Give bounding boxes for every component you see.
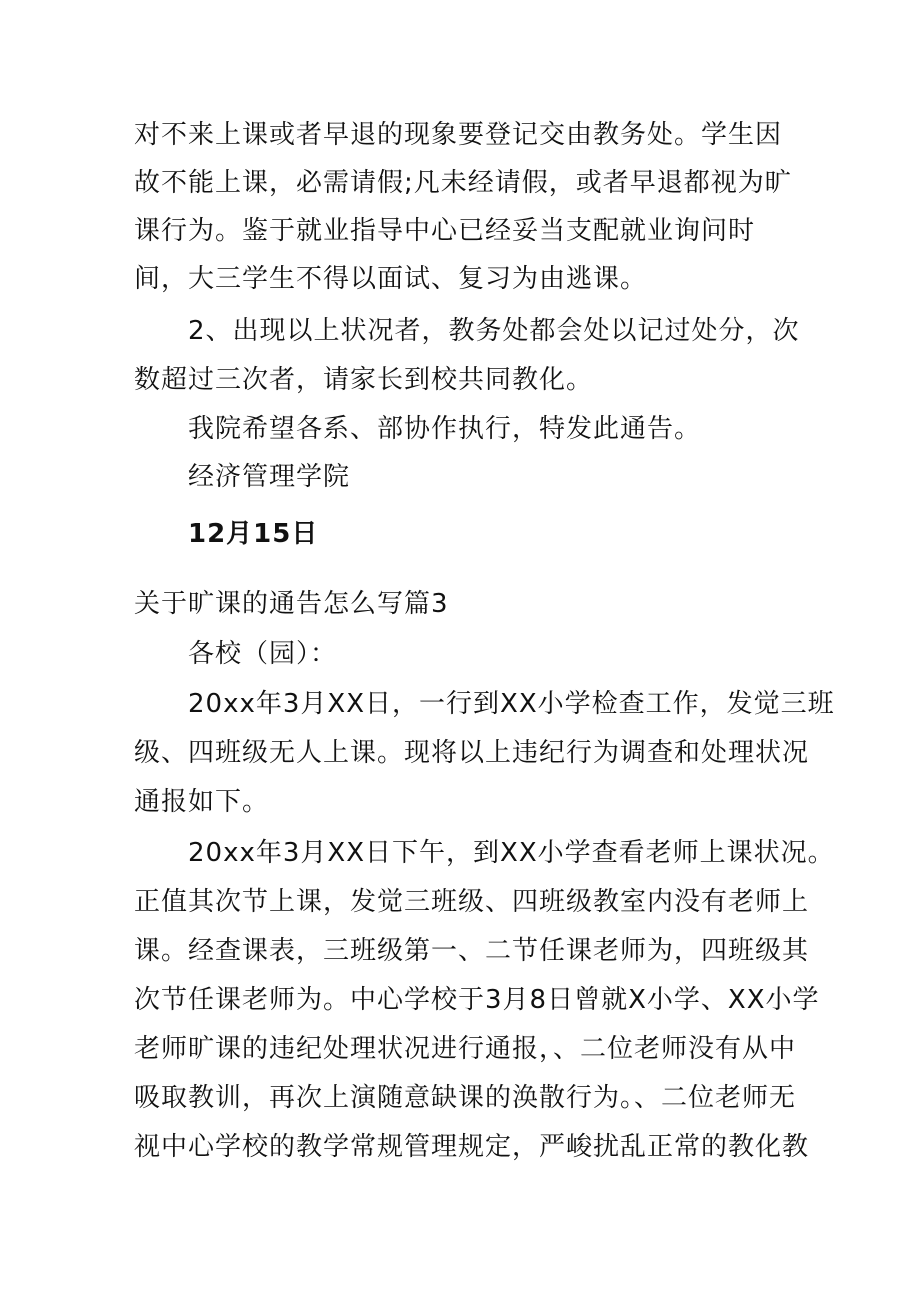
paragraph-line-15: 20xx年3月XX日下午，到XX小学查看老师上课状况。 [188, 838, 835, 868]
salutation: 各校（园）： [188, 639, 338, 669]
paragraph-line-21: 视中心学校的教学常规管理规定，严峻扰乱正常的教化教 [134, 1132, 810, 1162]
paragraph-line-19: 老师旷课的违纪处理状况进行通报，、二位老师没有从中 [134, 1034, 797, 1064]
paragraph-line-6: 数超过三次者，请家长到校共同教化。 [134, 365, 594, 395]
section-heading: 关于旷课的通告怎么写篇3 [134, 589, 449, 619]
paragraph-line-1: 对不来上课或者早退的现象要登记交由教务处。学生因 [134, 120, 783, 150]
paragraph-line-16: 正值其次节上课，发觉三班级、四班级教室内没有老师上 [134, 887, 810, 917]
paragraph-line-3: 课行为。鉴于就业指导中心已经妥当支配就业询问时 [134, 216, 756, 246]
paragraph-line-17: 课。经查课表，三班级第一、二节任课老师为，四班级其 [134, 936, 810, 966]
paragraph-line-7: 我院希望各系、部协作执行，特发此通告。 [188, 414, 702, 444]
paragraph-line-12: 20xx年3月XX日，一行到XX小学检查工作，发觉三班 [188, 689, 835, 719]
paragraph-line-20: 吸取教训，再次上演随意缺课的涣散行为。、二位老师无 [134, 1083, 797, 1113]
paragraph-line-5: 2、出现以上状况者，教务处都会处以记过处分，次 [188, 316, 800, 346]
paragraph-line-18: 次节任课老师为。中心学校于3月8日曾就X小学、XX小学 [134, 985, 820, 1015]
paragraph-line-13: 级、四班级无人上课。现将以上违纪行为调查和处理状况 [134, 738, 810, 768]
signature-org: 经济管理学院 [188, 462, 351, 492]
paragraph-line-2: 故不能上课，必需请假;凡未经请假，或者早退都视为旷 [134, 168, 792, 198]
paragraph-line-4: 间，大三学生不得以面试、复习为由逃课。 [134, 264, 648, 294]
paragraph-line-14: 通报如下。 [134, 787, 270, 817]
signature-date: 12月15日 [188, 519, 319, 549]
